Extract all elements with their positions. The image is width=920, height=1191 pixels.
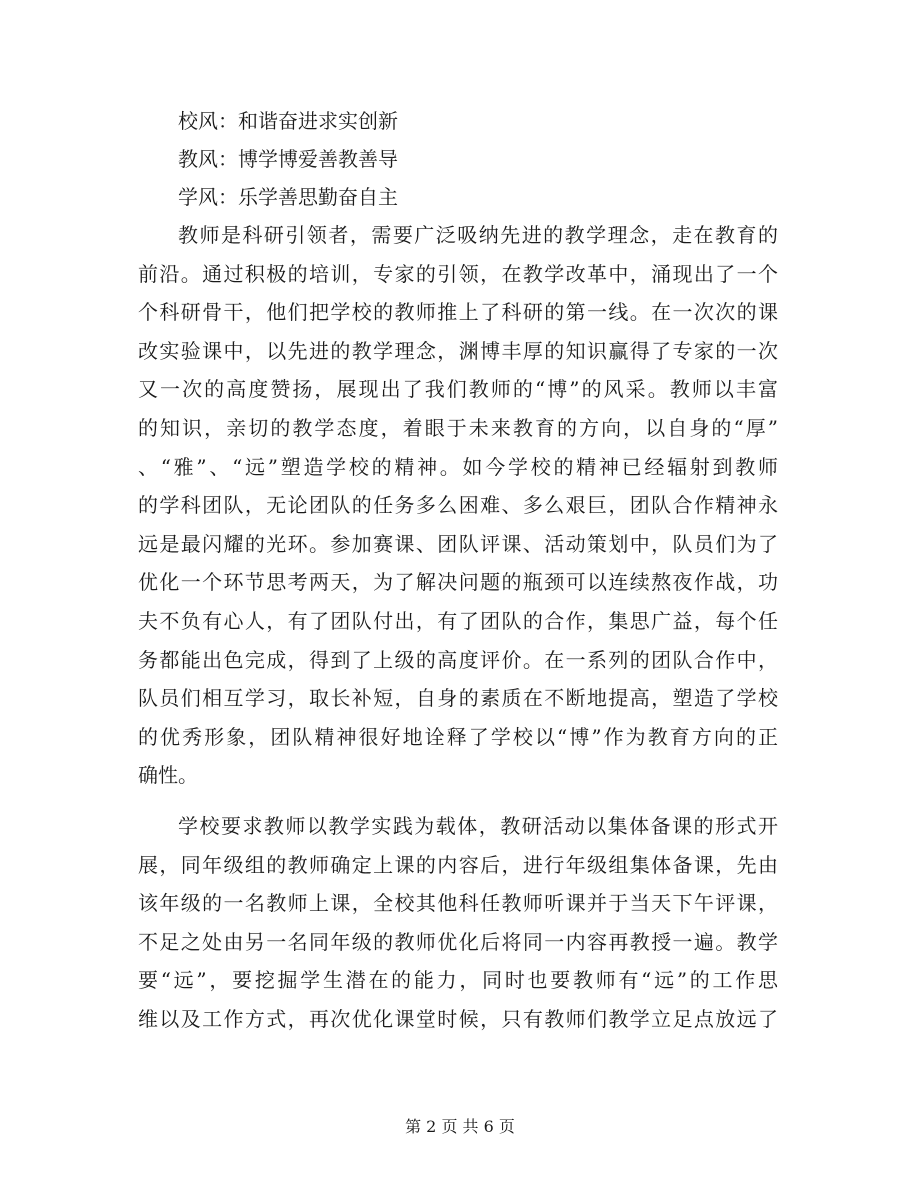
text-line: 优化一个环节思考两天，为了解决问题的瓶颈可以连续熬夜作战，功 bbox=[138, 570, 778, 595]
text-line: 教师是科研引领者，需要广泛吸纳先进的教学理念，走在教育的 bbox=[178, 223, 778, 247]
text-line: 夫不负有心人，有了团队付出，有了团队的合作，集思广益，每个任 bbox=[138, 608, 778, 633]
text-line: 该年级的一名教师上课，全校其他科任教师听课并于当天下午评课， bbox=[138, 891, 778, 916]
text-line: 前沿。通过积极的培训，专家的引领，在教学改革中，涌现出了一个 bbox=[138, 261, 778, 286]
text-line: 务都能出色完成，得到了上级的高度评价。在一系列的团队合作中， bbox=[138, 647, 778, 672]
text-line: 远是最闪耀的光环。参加赛课、团队评课、活动策划中，队员们为了 bbox=[138, 531, 778, 556]
page-number-footer: 第 2 页 共 6 页 bbox=[405, 1117, 515, 1136]
text-line: 个科研骨干，他们把学校的教师推上了科研的第一线。在一次次的课 bbox=[138, 300, 778, 325]
text-line: 又一次的高度赞扬，展现出了我们教师的“博”的风采。教师以丰富 bbox=[138, 377, 778, 402]
text-line: 改实验课中，以先进的教学理念，渊博丰厚的知识赢得了专家的一次 bbox=[138, 338, 778, 363]
text-line: 的知识，亲切的教学态度，着眼于未来教育的方向，以自身的“厚” bbox=[138, 415, 778, 440]
paragraph-gap bbox=[138, 795, 778, 807]
text-line: 维以及工作方式，再次优化课堂时候，只有教师们教学立足点放远了 bbox=[138, 1006, 778, 1031]
paragraph-teaching-practice bbox=[138, 807, 778, 1039]
learning-motto: 学风：乐学善思勤奋自主 bbox=[178, 185, 398, 209]
text-line: 的学科团队，无论团队的任务多么困难、多么艰巨，团队合作精神永 bbox=[138, 493, 778, 518]
text-line: 队员们相互学习，取长补短，自身的素质在不断地提高，塑造了学校 bbox=[138, 686, 778, 711]
document-page bbox=[138, 102, 778, 1038]
text-line: 展，同年级组的教师确定上课的内容后，进行年级组集体备课，先由 bbox=[138, 852, 778, 877]
text-line: 学校要求教师以教学实践为载体，教研活动以集体备课的形式开 bbox=[178, 813, 778, 838]
text-line: 不足之处由另一名同年级的教师优化后将同一内容再教授一遍。教学 bbox=[138, 929, 778, 954]
text-line: 要“远”，要挖掘学生潜在的能力，同时也要教师有“远”的工作思 bbox=[138, 968, 778, 993]
teaching-motto: 教风：博学博爱善教善导 bbox=[178, 147, 398, 171]
text-line: 确性。 bbox=[138, 763, 198, 788]
school-motto: 校风：和谐奋进求实创新 bbox=[178, 109, 398, 133]
text-line: 、“雅”、“远”塑造学校的精神。如今学校的精神已经辐射到教师 bbox=[138, 454, 778, 479]
text-line: 的优秀形象，团队精神很好地诠释了学校以“博”作为教育方向的正 bbox=[138, 724, 778, 749]
paragraph-teachers-research bbox=[138, 216, 778, 795]
